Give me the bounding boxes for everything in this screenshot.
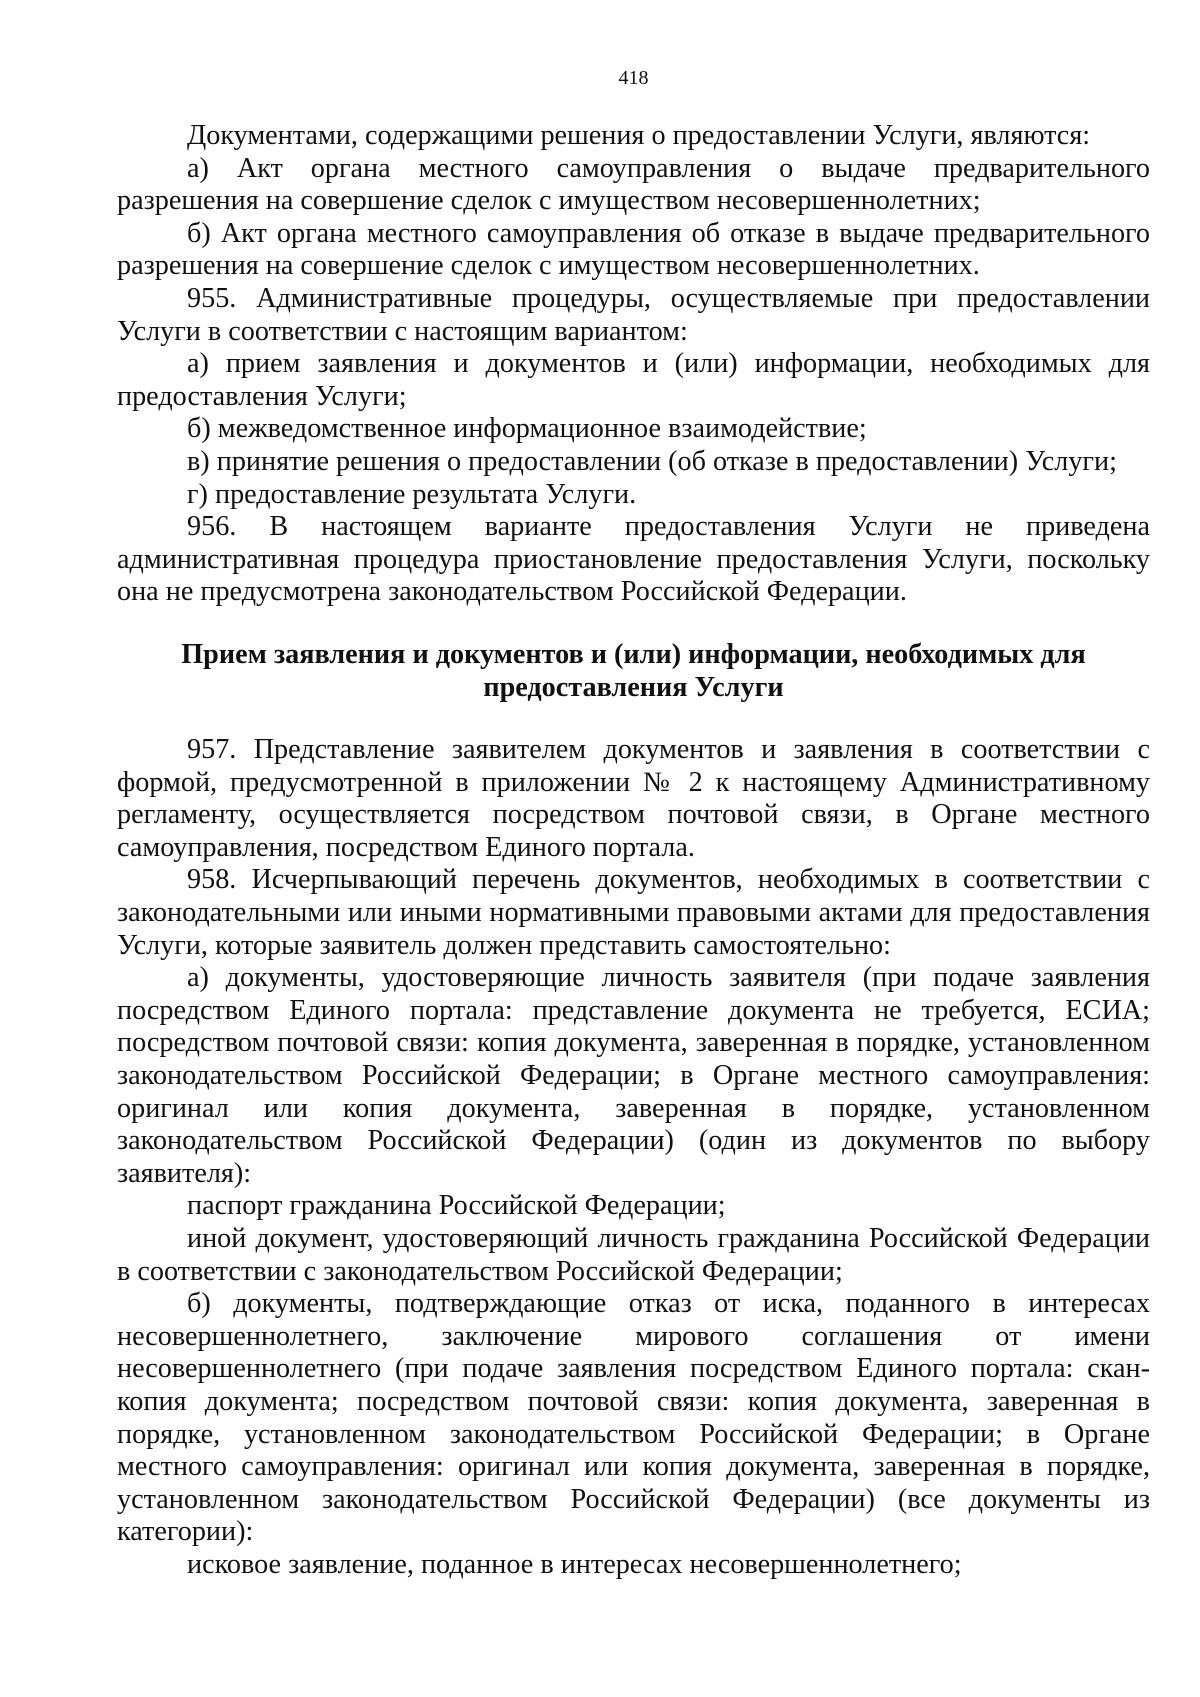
- paragraph-claim: исковое заявление, поданное в интересах несовершеннолетнего;: [187, 1548, 962, 1580]
- document-body: [117, 120, 1150, 1582]
- paragraph-955-a: а) прием заявления и документов и (или) информации, необходимых для предоставления Услуги;: [117, 348, 1150, 412]
- paragraph-955-v: в) принятие решения о предоставлении (об отказе в предоставлении) Услуги;: [187, 445, 1117, 477]
- paragraph-956: 956. В настоящем варианте предоставления Услуги не приведена административная процедура приостановление предоставления Услуги, поскольку она не предусмотрена законодательством Российской Федерации.: [117, 511, 1150, 608]
- paragraph-intro: Документами, содержащими решения о предоставлении Услуги, являются:: [187, 120, 1091, 151]
- paragraph-955: 955. Административные процедуры, осуществляемые при предоставлении Услуги в соответствии с настоящим вариантом:: [117, 282, 1150, 347]
- section-heading-line-2: предоставления Услуги: [483, 671, 784, 703]
- paragraph-other-id: иной документ, удостоверяющий личность гражданина Российской Федерации в соответствии с законодательством Российской Федерации;: [117, 1223, 1150, 1287]
- paragraph-958-b: б) документы, подтверждающие отказ от иска, поданного в интересах несовершеннолетнего, заключение мирового соглашения от имени несовершеннолетнего (при подаче заявления посредством Единого портала: скан-копия документа; посредством почтовой связи: копия документа, заверенная в порядке, установленном законодательством Российской Федерации; в Органе местного самоуправления: оригинал или копия документа, заверенная в порядке, установленном законодательством Российской Федерации) (все документы из категории):: [117, 1288, 1150, 1548]
- paragraph-958: 958. Исчерпывающий перечень документов, необходимых в соответствии с законодательными или иными нормативными правовыми актами для предоставления Услуги, которые заявитель должен представить самостоятельно:: [117, 864, 1150, 961]
- paragraph-957: 957. Представление заявителем документов и заявления в соответствии с формой, предусмотренной в приложении № 2 к настоящему Административному регламенту, осуществляется посредством почтовой связи, в Органе местного самоуправления, посредством Единого портала.: [117, 734, 1150, 863]
- paragraph-955-g: г) предоставление результата Услуги.: [187, 478, 637, 510]
- paragraph-955-b: б) межведомственное информационное взаимодействие;: [187, 413, 867, 445]
- paragraph-958-a: а) документы, удостоверяющие личность заявителя (при подаче заявления посредством Единого портала: представление документа не требуется, ЕСИА; посредством почтовой связи: копия документа, заверенная в порядке, установленном законодательством Российской Федерации; в Органе местного самоуправления: оригинал или копия документа, заверенная в порядке, установленном законодательством Российской Федерации) (один из документов по выбору заявителя):: [117, 962, 1150, 1189]
- paragraph-passport: паспорт гражданина Российской Федерации;: [187, 1190, 726, 1222]
- paragraph-item-a-issue-act: а) Акт органа местного самоуправления о выдаче предварительного разрешения на совершение сделок с имуществом несовершеннолетних;: [117, 152, 1150, 217]
- paragraph-item-b-refusal-act: б) Акт органа местного самоуправления об отказе в выдаче предварительного разрешения на совершение сделок с имуществом несовершеннолетних.: [117, 217, 1150, 282]
- section-heading: [117, 639, 1150, 704]
- page-number: 418: [618, 67, 649, 89]
- section-heading-line-1: Прием заявления и документов и (или) информации, необходимых для: [181, 638, 1086, 670]
